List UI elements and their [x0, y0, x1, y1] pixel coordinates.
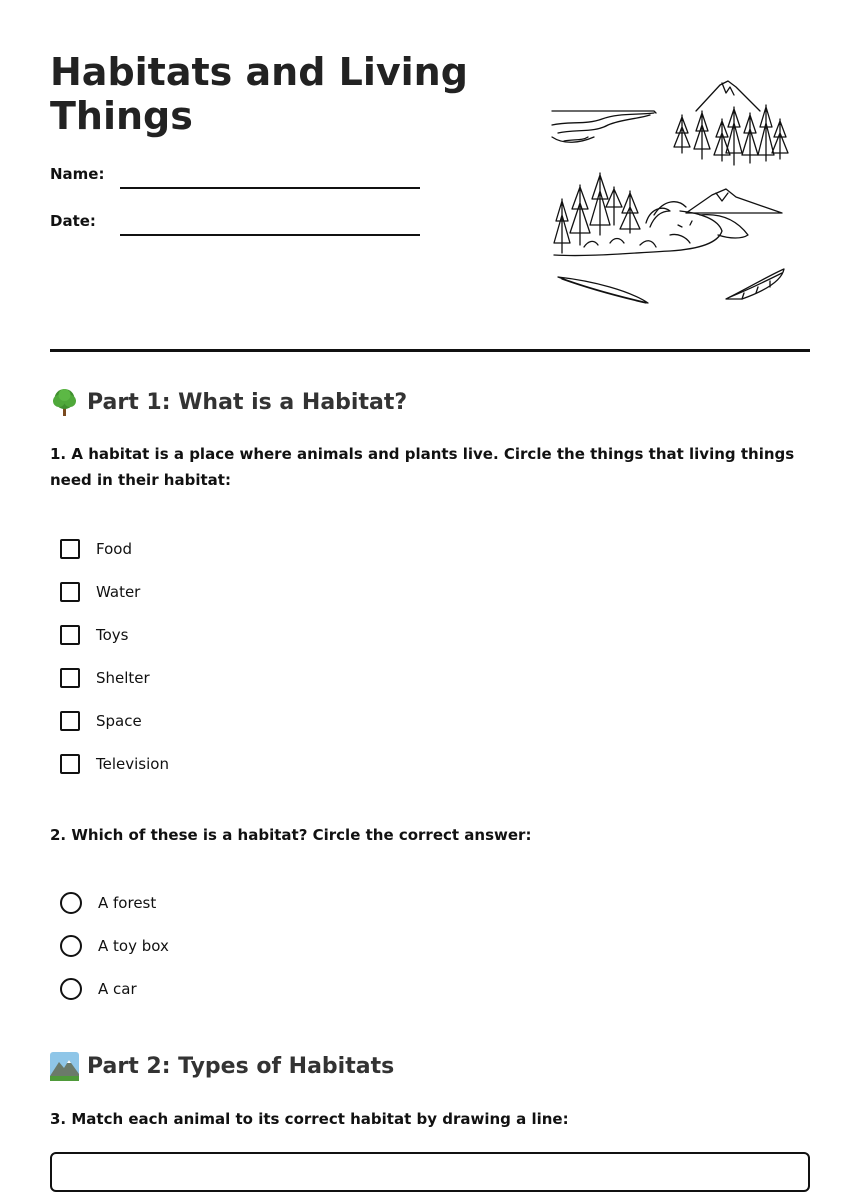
part1-heading-text: Part 1: What is a Habitat? — [87, 390, 408, 415]
worksheet-page — [50, 0, 810, 1161]
name-label: Name: — [50, 165, 105, 183]
deciduous-tree-icon — [50, 388, 79, 417]
option-label: Space — [96, 712, 142, 730]
option-television[interactable] — [60, 752, 169, 776]
option-label: Toys — [96, 626, 129, 644]
checkbox[interactable] — [60, 582, 80, 602]
checkbox[interactable] — [60, 754, 80, 774]
option-label: A forest — [98, 894, 157, 912]
question-1: 1. A habitat is a place where animals and plants live. Circle the things that living things need in their habitat: — [50, 445, 795, 489]
option-label: Food — [96, 540, 132, 558]
option-food[interactable] — [60, 537, 132, 561]
radio[interactable] — [60, 978, 82, 1000]
section-divider — [50, 349, 810, 352]
radio[interactable] — [60, 935, 82, 957]
option-car[interactable] — [60, 977, 137, 1001]
option-label: Television — [96, 755, 169, 773]
checkbox[interactable] — [60, 625, 80, 645]
habitat-landscape-illustration — [550, 75, 790, 310]
checkbox[interactable] — [60, 539, 80, 559]
question-3: 3. Match each animal to its correct habitat by drawing a line: — [50, 1110, 569, 1128]
option-water[interactable] — [60, 580, 140, 604]
option-label: A car — [98, 980, 137, 998]
option-space[interactable] — [60, 709, 142, 733]
option-forest[interactable] — [60, 891, 156, 915]
radio[interactable] — [60, 892, 82, 914]
mountain-landscape-icon — [50, 1052, 79, 1081]
option-toys[interactable] — [60, 623, 128, 647]
question-2: 2. Which of these is a habitat? Circle the correct answer: — [50, 826, 532, 844]
checkbox[interactable] — [60, 668, 80, 688]
checkbox[interactable] — [60, 711, 80, 731]
part2-heading — [50, 1052, 394, 1081]
option-toy-box[interactable] — [60, 934, 169, 958]
option-label: Shelter — [96, 669, 150, 687]
matching-table — [50, 1152, 810, 1192]
date-field[interactable] — [120, 234, 420, 236]
part2-heading-text: Part 2: Types of Habitats — [87, 1054, 395, 1079]
name-field[interactable] — [120, 187, 420, 189]
page-title: Habitats and Living Things — [50, 50, 468, 138]
option-label: A toy box — [98, 937, 169, 955]
option-shelter[interactable] — [60, 666, 150, 690]
option-label: Water — [96, 583, 141, 601]
part1-heading — [50, 388, 407, 417]
date-label: Date: — [50, 212, 96, 230]
